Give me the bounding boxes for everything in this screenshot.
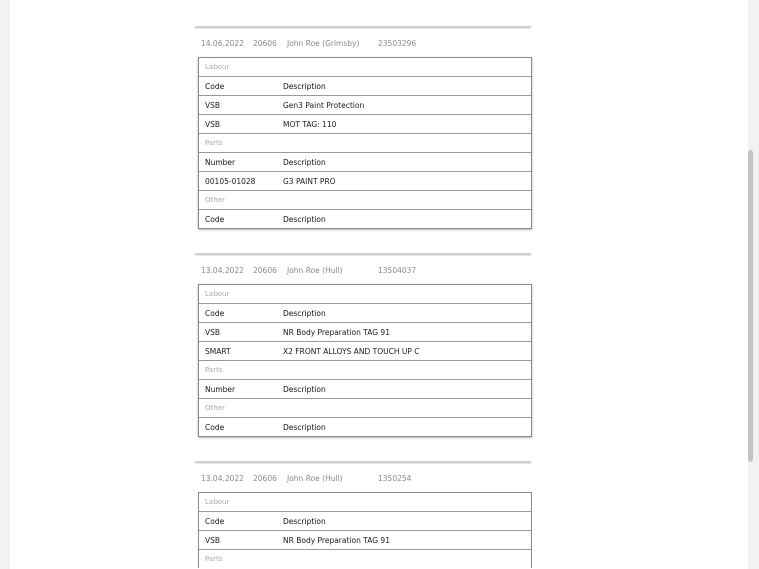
record-technician: John Roe (Grimsby) xyxy=(287,38,360,48)
table-header-row xyxy=(199,511,531,530)
section-label-labour: Labour xyxy=(205,63,230,71)
labour-description: NR Body Preparation TAG 91 xyxy=(283,535,390,545)
service-record xyxy=(195,253,531,437)
table-header-row xyxy=(199,209,531,228)
table-row xyxy=(199,171,531,190)
table-header-row xyxy=(199,152,531,171)
table-row xyxy=(199,322,531,341)
record-date: 13.04.2022 xyxy=(201,265,244,275)
section-label-other: Other xyxy=(199,190,531,209)
record-header xyxy=(195,29,531,57)
table-row xyxy=(199,95,531,114)
table-row xyxy=(199,114,531,133)
table-header-row xyxy=(199,76,531,95)
record-code: 20606 xyxy=(253,38,277,48)
record-code: 20606 xyxy=(253,473,277,483)
labour-code: VSB xyxy=(205,119,221,129)
record-date: 14.06.2022 xyxy=(201,38,244,48)
labour-description: X2 FRONT ALLOYS AND TOUCH UP C xyxy=(283,346,420,356)
table-row xyxy=(199,341,531,360)
vertical-scrollbar[interactable] xyxy=(748,150,753,462)
labour-description: NR Body Preparation TAG 91 xyxy=(283,327,390,337)
service-record xyxy=(195,26,531,229)
section-label-parts: Parts xyxy=(199,360,531,379)
part-description: G3 PAINT PRO xyxy=(283,176,336,186)
record-header xyxy=(195,464,531,492)
section-label-labour: Labour xyxy=(205,290,230,298)
column-header-description: Description xyxy=(283,516,326,526)
section-label-other: Other xyxy=(199,398,531,417)
section-label-labour: Labour xyxy=(205,498,230,506)
column-header-code: Code xyxy=(205,422,225,432)
column-header-description: Description xyxy=(283,422,326,432)
section-label-parts: Parts xyxy=(199,133,531,152)
record-table xyxy=(198,492,532,568)
column-header-code: Code xyxy=(205,81,225,91)
column-header-code: Code xyxy=(205,308,225,318)
table-header-row xyxy=(199,417,531,436)
labour-code: VSB xyxy=(205,535,221,545)
record-technician: John Roe (Hull) xyxy=(287,473,343,483)
table-header-row xyxy=(199,379,531,398)
column-header-description: Description xyxy=(283,308,326,318)
part-number: 00105-01028 xyxy=(205,176,256,186)
column-header-number: Number xyxy=(205,157,236,167)
record-date: 13.04.2022 xyxy=(201,473,244,483)
record-technician: John Roe (Hull) xyxy=(287,265,343,275)
column-header-description: Description xyxy=(283,157,326,167)
record-table xyxy=(198,284,532,437)
record-code: 20606 xyxy=(253,265,277,275)
column-header-description: Description xyxy=(283,384,326,394)
service-record xyxy=(195,461,531,568)
labour-code: VSB xyxy=(205,327,221,337)
record-number: 13504037 xyxy=(378,265,417,275)
column-header-number: Number xyxy=(205,384,236,394)
column-header-description: Description xyxy=(283,214,326,224)
labour-code: SMART xyxy=(205,346,231,356)
column-header-code: Code xyxy=(205,214,225,224)
labour-description: Gen3 Paint Protection xyxy=(283,100,365,110)
record-table xyxy=(198,57,532,229)
column-header-description: Description xyxy=(283,81,326,91)
record-header xyxy=(195,256,531,284)
table-row xyxy=(199,530,531,549)
section-label-parts: Parts xyxy=(199,549,531,568)
labour-code: VSB xyxy=(205,100,221,110)
labour-description: MOT TAG: 110 xyxy=(283,119,337,129)
column-header-code: Code xyxy=(205,516,225,526)
record-number: 23503296 xyxy=(378,38,417,48)
table-header-row xyxy=(199,303,531,322)
record-number: 1350254 xyxy=(378,473,412,483)
